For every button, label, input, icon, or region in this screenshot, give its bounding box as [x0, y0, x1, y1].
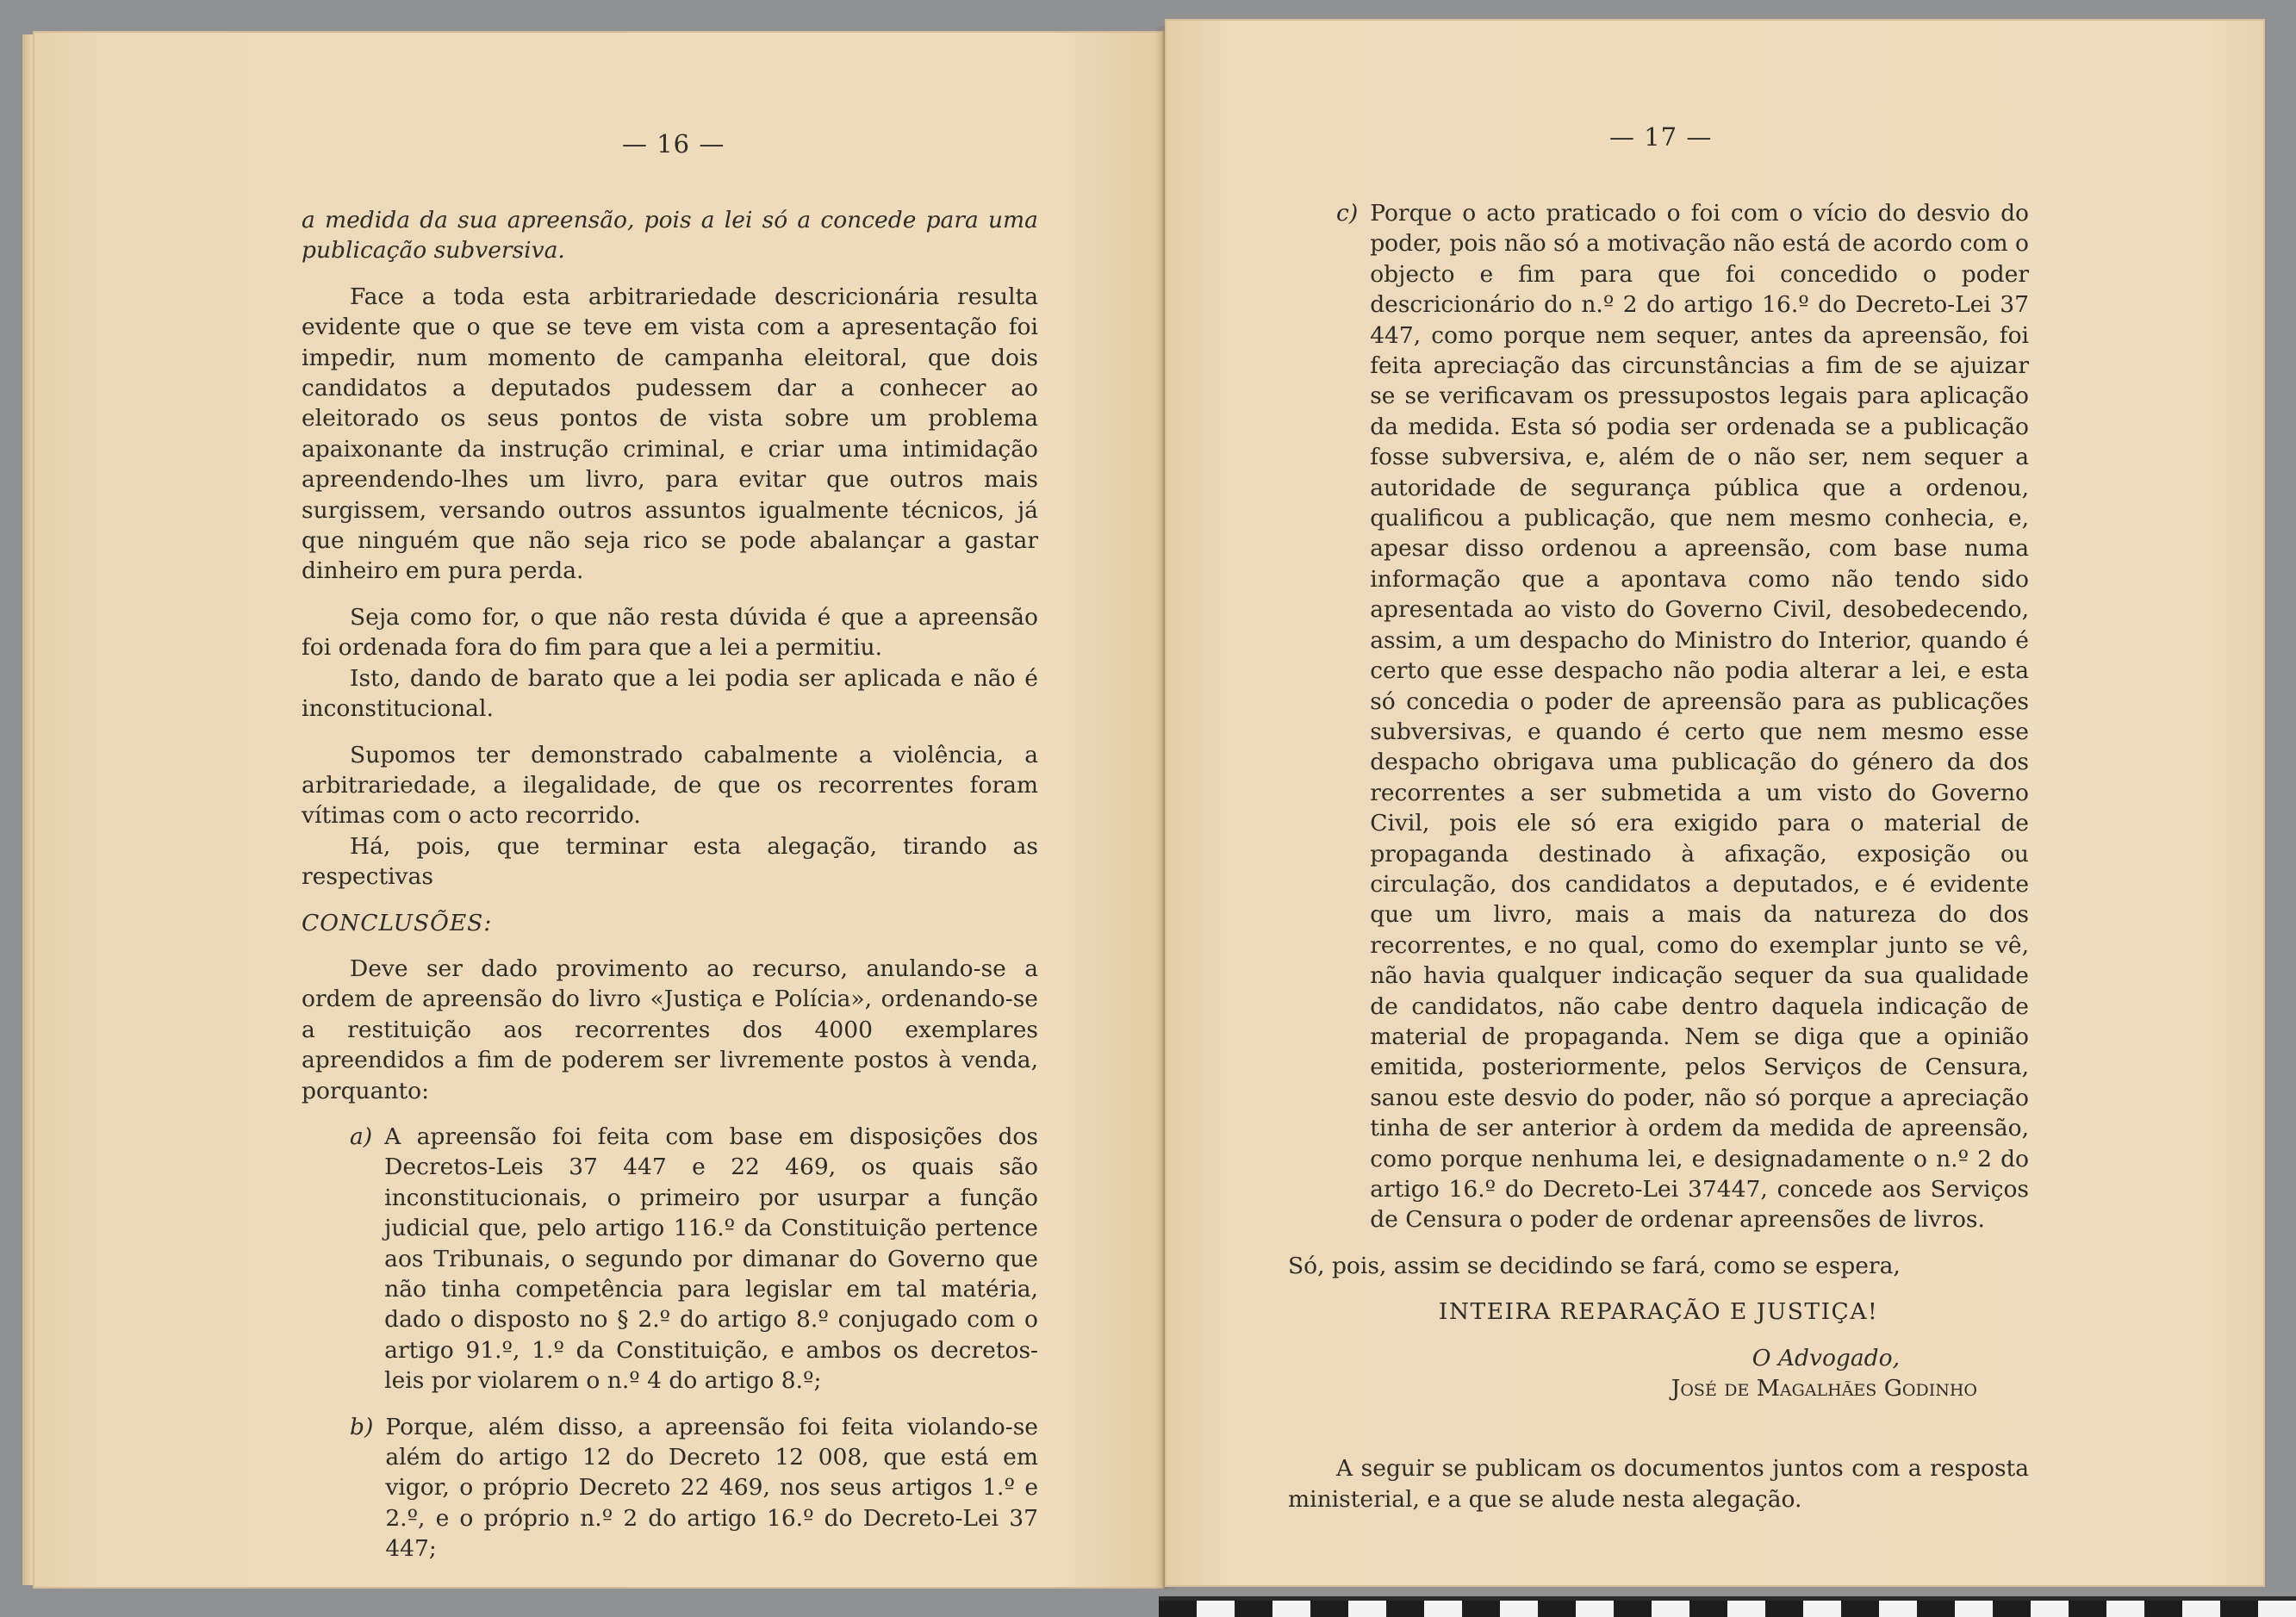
signature-title: O Advogado, — [1752, 1344, 1900, 1371]
signature-name: José de Magalhães Godinho — [1671, 1375, 1977, 1402]
paragraph: Face a toda esta arbitrariedade descricionária resulta evidente que o que se teve em vista com a apresentação foi impedir, num momento de campanha eleitoral, que dois candidatos a deputados pudessem dar a conhecer ao eleitorado os seus pontos de vista sobre um problema apaixonante da instrução criminal, e criar uma intimidação apreendendo-lhes um livro, para evitar que outros mais surgissem, versando outros assuntos igualmente técnicos, já que ninguém que não seja rico se pode abalançar a gastar dinheiro em pura perda. — [302, 283, 1038, 585]
closing-text: Só, pois, assim se decidindo se fará, como se espera, — [1288, 1252, 1901, 1279]
item-text: A apreensão foi feita com base em disposições dos Decretos-Leis 37 447 e 22 469, os quais são inconstitucionais, o primeiro por usurpar a função judicial que, pelo artigo 116.º da Constituição pertence aos Tribunais, o segundo por dimanar do Governo que não tinha competência para legislar em tal matéria, dado o disposto no § 2.º do artigo 8.º conjugado com o artigo 91.º, 1.º da Constituição, e ambos os decretos-leis por violarem o n.º 4 do artigo 8.º; — [384, 1123, 1038, 1395]
demand-heading: INTEIRA REPARAÇÃO E JUSTIÇA! — [1438, 1298, 1879, 1326]
paragraph: Seja como for, o que não resta dúvida é que a apreensão foi ordenada fora do fim para que a lei a permitiu. — [302, 603, 1038, 662]
right-page-body — [1288, 198, 2029, 1514]
left-page-body — [302, 205, 1038, 1564]
page-number-17: — 17 — — [1609, 122, 1713, 152]
paragraph: Deve ser dado provimento ao recurso, anulando-se a ordem de apreensão do livro «Justiça e Polícia», ordenando-se a restituição aos recorrentes dos 4000 exemplares apreendidos a fim de poderem ser livremente postos à venda, porquanto: — [302, 955, 1038, 1104]
closing-note: A seguir se publicam os documentos juntos com a resposta ministerial, e a que se alude nesta alegação. — [1288, 1455, 2029, 1513]
item-label: c) — [1336, 200, 1359, 227]
intro-italic-text: a medida da sua apreensão, pois a lei só a concede para uma publicação subversiva. — [302, 207, 1038, 264]
paragraph: Há, pois, que terminar esta alegação, tirando as respectivas — [302, 832, 1038, 891]
conclusion-item-c — [1288, 198, 2029, 1235]
item-text: Porque o acto praticado o foi com o vício do desvio do poder, pois não só a motivação não está de acordo com o objecto e fim para que foi concedido o poder descricionário do n.º 2 do artigo 16.º do Decreto-Lei 37 447, como porque nem sequer, antes da apreensão, foi feita apreciação das circunstâncias a fim de se ajuizar se se verificavam os pressupostos legais para aplicação da medida. Esta só podia ser ordenada se a publicação fosse subversiva, e, além de o não ser, nem sequer a autoridade de segurança pública que a ordenou, qualificou a publicação, que nem mesmo conhecia, e, apesar disso ordenou a apreensão, com base numa informação que a apontava como não tendo sido apresentada ao visto do Governo Civil, desobedecendo, assim, a um despacho do Ministro do Interior, quando é certo que esse despacho não podia alterar a lei, e esta só concedia o poder de apreensão para as publicações subversivas, e quando é certo que nem mesmo esse despacho obrigava uma publicação do género da dos recorrentes a ser submetida a um visto do Governo Civil, pois ele só era exigido para o material de propaganda destinado à afixação, exposição ou circulação, dos candidatos a deputados, e é evidente que um livro, mais a mais da natureza do dos recorrentes, e no qual, como do exemplar junto se vê, não havia qualquer indicação sequer da sua qualidade de candidatos, não cabe dentro daquela indicação de material de propaganda. Nem se diga que a opinião emitida, posteriormente, pelos Serviços de Censura, sanou este desvio do poder, não só porque a apreciação tinha de ser anterior à ordem da medida de apreensão, como porque nenhuma lei, e designadamente o n.º 2 do artigo 16.º do Decreto-Lei 37447, concede aos Serviços de Censura o poder de ordenar apreensões de livros. — [1370, 200, 2029, 1234]
conclusions-heading: CONCLUSÕES: — [302, 909, 493, 936]
conclusion-item-a — [302, 1122, 1038, 1396]
page-number-16: — 16 — — [622, 129, 725, 159]
scale-ruler — [1159, 1601, 2296, 1617]
paragraph: Isto, dando de barato que a lei podia ser aplicada e não é inconstitucional. — [302, 664, 1038, 723]
item-label: b) — [350, 1413, 374, 1440]
item-text: Porque, além disso, a apreensão foi feita violando-se além do artigo 12 do Decreto 12 008, que está em vigor, o próprio Decreto 22 469, nos seus artigos 1.º e 2.º, e o próprio n.º 2 do artigo 16.º do Decreto-Lei 37 447; — [385, 1413, 1038, 1563]
book-left-edge — [22, 34, 33, 1585]
item-label: a) — [350, 1123, 373, 1150]
paragraph: Supomos ter demonstrado cabalmente a violência, a arbitrariedade, a ilegalidade, de que os recorrentes foram vítimas com o acto recorrido. — [302, 741, 1038, 830]
conclusion-item-b — [302, 1412, 1038, 1564]
